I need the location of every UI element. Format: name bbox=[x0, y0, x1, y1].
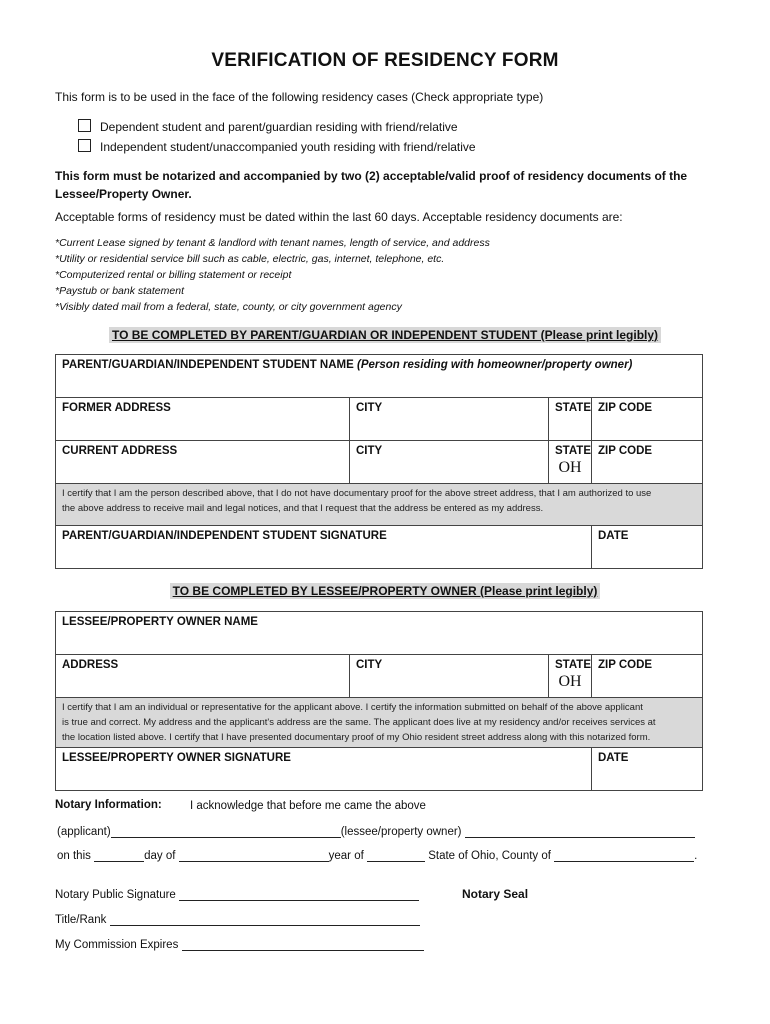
former-address-label: FORMER ADDRESS bbox=[62, 402, 171, 414]
student-name-label: PARENT/GUARDIAN/INDEPENDENT STUDENT NAME bbox=[62, 359, 354, 371]
doc-item: *Current Lease signed by tenant & landlord with tenant names, length of service, and address bbox=[55, 237, 490, 249]
cert-line: the location listed above. I certify that I have presented documentary proof of my Ohio resident street address along with this notarized form. bbox=[62, 732, 651, 743]
notary-date-row bbox=[57, 849, 737, 862]
doc-item: *Paystub or bank statement bbox=[55, 285, 184, 297]
former-zip-field[interactable] bbox=[592, 398, 703, 441]
doc-item: *Computerized rental or billing statement or receipt bbox=[55, 269, 292, 281]
doc-item: *Visibly dated mail from a federal, state, county, or city government agency bbox=[55, 301, 402, 313]
commission-label: My Commission Expires bbox=[55, 939, 179, 951]
cert-line: I certify that I am the person described above, that I do not have documentary proof for the above street address, that I am authorized to use bbox=[62, 488, 652, 499]
applicant-line[interactable] bbox=[111, 825, 341, 838]
lessee-label: (lessee/property owner) bbox=[340, 826, 462, 838]
year-line[interactable] bbox=[367, 849, 425, 862]
notary-signature-label: Notary Public Signature bbox=[55, 889, 176, 901]
state-label: STATE bbox=[555, 659, 591, 671]
section1-header: TO BE COMPLETED BY PARENT/GUARDIAN OR INDEPENDENT STUDENT (Please print legibly) bbox=[0, 328, 770, 342]
owner-state-field[interactable] bbox=[549, 655, 592, 698]
owner-city-field[interactable] bbox=[350, 655, 549, 698]
on-this-label: on this bbox=[57, 850, 91, 862]
intro-text: This form is to be used in the face of the following residency cases (Check appropriate type) bbox=[55, 90, 544, 104]
section2-table bbox=[55, 611, 703, 791]
city-label: CITY bbox=[356, 445, 383, 457]
notarized-notice-1: This form must be notarized and accompanied by two (2) acceptable/valid proof of residency documents of the bbox=[55, 169, 688, 183]
period: . bbox=[694, 850, 698, 862]
notary-seal: Notary Seal bbox=[462, 887, 529, 901]
option-independent[interactable] bbox=[78, 139, 476, 154]
doc-item: *Utility or residential service bill such as cable, electric, gas, internet, telephone, etc. bbox=[55, 253, 445, 265]
signature-label: LESSEE/PROPERTY OWNER SIGNATURE bbox=[62, 752, 291, 764]
owner-address-field[interactable] bbox=[56, 655, 350, 698]
month-line[interactable] bbox=[179, 849, 329, 862]
current-address-label: CURRENT ADDRESS bbox=[62, 445, 178, 457]
title-rank-row bbox=[55, 913, 420, 926]
former-state-field[interactable] bbox=[549, 398, 592, 441]
current-city-field[interactable] bbox=[350, 441, 549, 484]
notary-label: Notary Information: bbox=[55, 799, 162, 811]
owner-name-field[interactable] bbox=[56, 612, 703, 655]
title-rank-label: Title/Rank bbox=[55, 914, 107, 926]
lessee-line[interactable] bbox=[465, 825, 695, 838]
commission-row bbox=[55, 938, 424, 951]
address-label: ADDRESS bbox=[62, 659, 119, 671]
owner-name-label: LESSEE/PROPERTY OWNER NAME bbox=[62, 616, 258, 628]
student-name-note: (Person residing with homeowner/property owner) bbox=[356, 359, 633, 371]
cert-line: the above address to receive mail and legal notices, and that I request that the address be entered as my address. bbox=[62, 503, 544, 514]
student-name-field[interactable] bbox=[56, 355, 703, 398]
notary-signature-row bbox=[55, 888, 419, 901]
state-value: OH bbox=[558, 673, 582, 690]
state-label: STATE bbox=[555, 402, 591, 414]
signature-label: PARENT/GUARDIAN/INDEPENDENT STUDENT SIGNATURE bbox=[62, 530, 387, 542]
option-dependent-label: Dependent student and parent/guardian residing with friend/relative bbox=[100, 120, 458, 134]
applicant-label: (applicant) bbox=[57, 826, 111, 838]
cert-line: is true and correct. My address and the applicant's address are the same. The applicant does live at my residency and/or receives services at bbox=[62, 717, 656, 728]
owner-date-field[interactable] bbox=[592, 748, 703, 791]
notarized-notice-2: Lessee/Property Owner. bbox=[55, 187, 192, 201]
state-county-label: State of Ohio, County of bbox=[428, 850, 551, 862]
acceptable-forms-text: Acceptable forms of residency must be dated within the last 60 days. Acceptable residency documents are: bbox=[55, 210, 623, 224]
former-address-field[interactable] bbox=[56, 398, 350, 441]
section2-header: TO BE COMPLETED BY LESSEE/PROPERTY OWNER (Please print legibly) bbox=[0, 584, 770, 598]
student-certification bbox=[56, 484, 703, 526]
owner-certification bbox=[56, 698, 703, 748]
year-of-label: year of bbox=[328, 850, 364, 862]
date-label: DATE bbox=[598, 752, 629, 764]
current-address-field[interactable] bbox=[56, 441, 350, 484]
state-value: OH bbox=[558, 459, 582, 476]
option-independent-label: Independent student/unaccompanied youth residing with friend/relative bbox=[100, 140, 476, 154]
commission-line[interactable] bbox=[182, 938, 424, 951]
state-label: STATE bbox=[555, 445, 591, 457]
zip-label: ZIP CODE bbox=[598, 659, 653, 671]
notary-signature-line[interactable] bbox=[179, 888, 419, 901]
city-label: CITY bbox=[356, 659, 383, 671]
county-line[interactable] bbox=[554, 849, 694, 862]
city-label: CITY bbox=[356, 402, 383, 414]
option-dependent[interactable] bbox=[78, 119, 458, 134]
zip-label: ZIP CODE bbox=[598, 445, 653, 457]
former-city-field[interactable] bbox=[350, 398, 549, 441]
current-state-field[interactable] bbox=[549, 441, 592, 484]
owner-signature-field[interactable] bbox=[56, 748, 592, 791]
form-title: VERIFICATION OF RESIDENCY FORM bbox=[211, 50, 559, 71]
owner-zip-field[interactable] bbox=[592, 655, 703, 698]
title-rank-line[interactable] bbox=[110, 913, 420, 926]
day-line[interactable] bbox=[94, 849, 144, 862]
section1-table bbox=[55, 354, 703, 569]
student-date-field[interactable] bbox=[592, 526, 703, 569]
current-zip-field[interactable] bbox=[592, 441, 703, 484]
day-of-label: day of bbox=[144, 850, 176, 862]
cert-line: I certify that I am an individual or representative for the applicant above. I certify the information submitted on behalf of the above applicant bbox=[62, 702, 643, 713]
checkbox-independent[interactable] bbox=[78, 139, 91, 152]
notary-acknowledge: I acknowledge that before me came the above bbox=[190, 800, 426, 812]
checkbox-dependent[interactable] bbox=[78, 119, 91, 132]
notary-applicant-row bbox=[57, 825, 717, 838]
date-label: DATE bbox=[598, 530, 629, 542]
zip-label: ZIP CODE bbox=[598, 402, 653, 414]
student-signature-field[interactable] bbox=[56, 526, 592, 569]
